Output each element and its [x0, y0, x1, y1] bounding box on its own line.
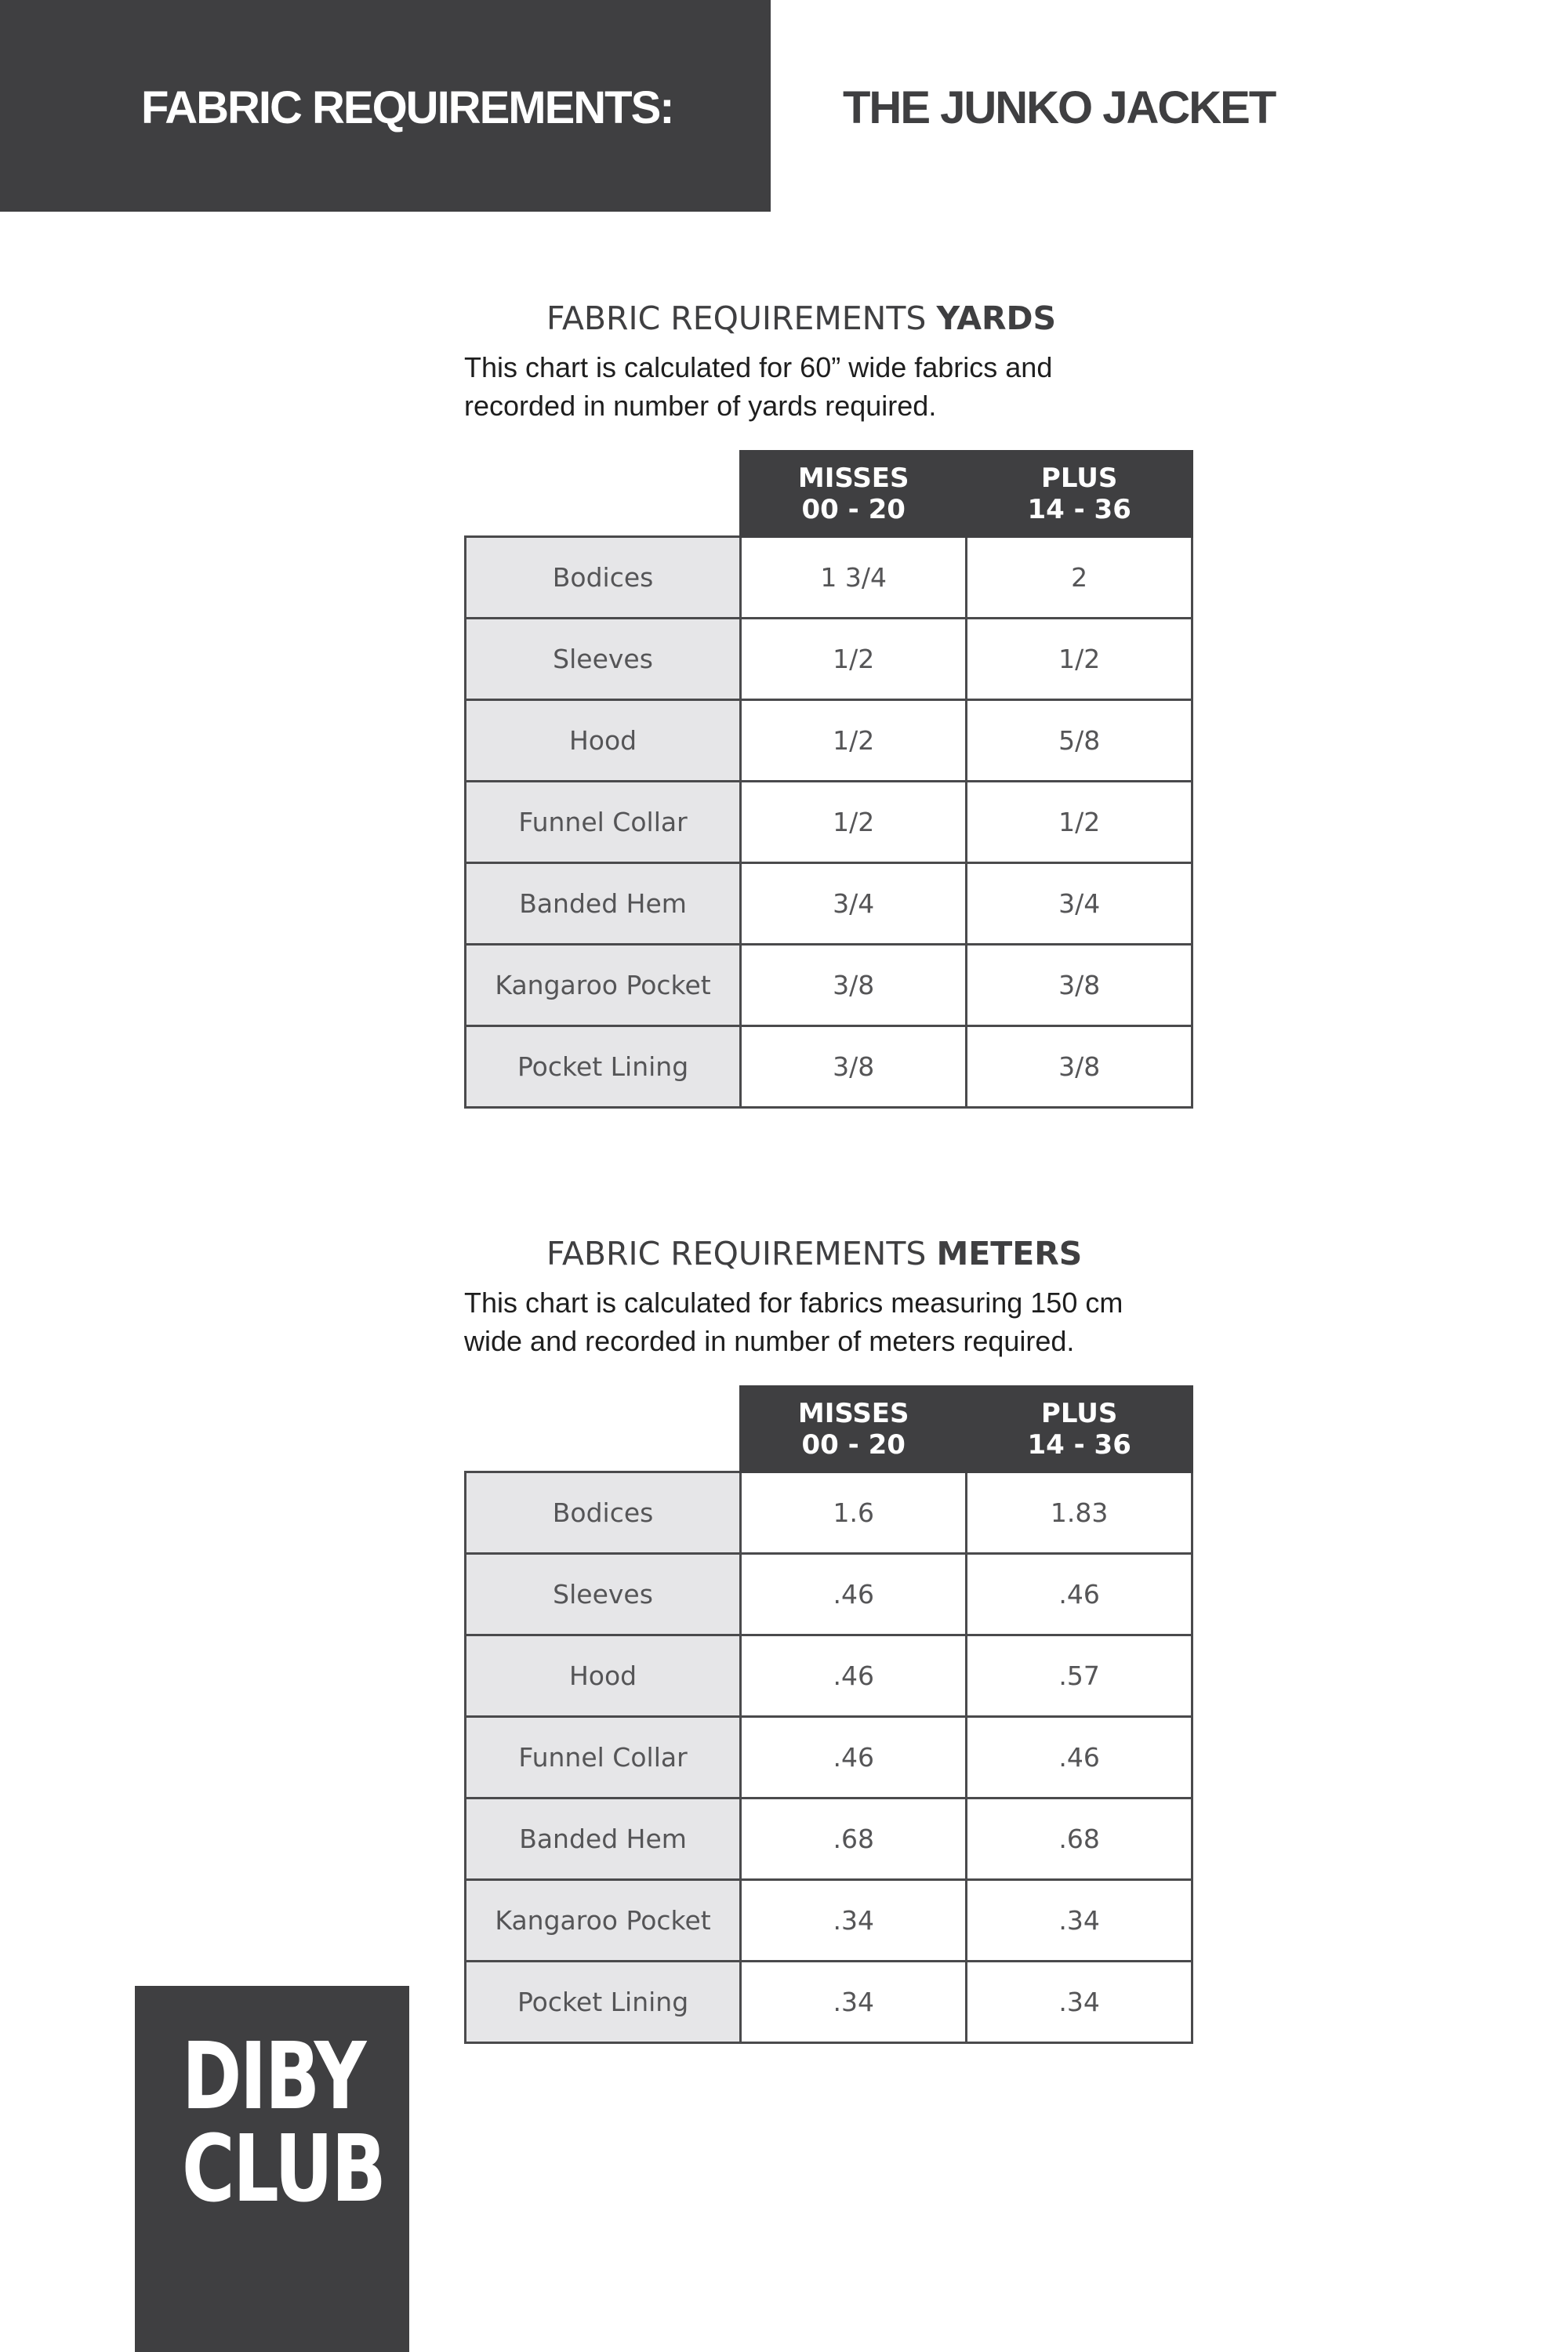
- table-row: [466, 1026, 1192, 1108]
- logo-line-2: CLUB: [182, 2114, 385, 2223]
- cell-plus: .34: [967, 1962, 1192, 2043]
- header-left-title: FABRIC REQUIREMENTS:: [141, 82, 673, 133]
- cell-misses: .46: [741, 1635, 967, 1717]
- cell-misses: 1 3/4: [741, 537, 967, 619]
- column-header-line: PLUS: [1040, 463, 1118, 494]
- row-label: Kangaroo Pocket: [466, 945, 741, 1026]
- column-header-line: MISSES: [797, 1398, 909, 1429]
- cell-plus: 5/8: [967, 700, 1192, 782]
- table-row: [466, 1798, 1192, 1880]
- cell-plus: .46: [967, 1554, 1192, 1635]
- row-label: Bodices: [466, 537, 741, 619]
- row-label: Bodices: [466, 1472, 741, 1554]
- table-row: [466, 1962, 1192, 2043]
- row-label: Banded Hem: [466, 863, 741, 945]
- table-header-row: [466, 1387, 1192, 1472]
- meters-description: This chart is calculated for fabrics measuring 150 cm wide and recorded in number of meters required.: [464, 1287, 1123, 1357]
- cell-plus: .68: [967, 1798, 1192, 1880]
- header-blank-cell: [466, 1387, 741, 1472]
- table-row: [466, 537, 1192, 619]
- table-row: [466, 700, 1192, 782]
- row-label: Pocket Lining: [466, 1026, 741, 1108]
- cell-plus: 1.83: [967, 1472, 1192, 1554]
- column-header-line: 00 - 20: [801, 1429, 906, 1461]
- table-row: [466, 619, 1192, 700]
- cell-plus: .46: [967, 1717, 1192, 1798]
- table-row: [466, 1635, 1192, 1717]
- row-label: Kangaroo Pocket: [466, 1880, 741, 1962]
- table-row: [466, 1472, 1192, 1554]
- row-label: Sleeves: [466, 619, 741, 700]
- row-label: Hood: [466, 700, 741, 782]
- column-header-misses: [741, 1387, 967, 1472]
- logo-text: [182, 2022, 385, 2223]
- table-header-row: [466, 452, 1192, 537]
- yards-title-prefix: FABRIC REQUIREMENTS: [546, 299, 937, 337]
- row-label: Banded Hem: [466, 1798, 741, 1880]
- cell-plus: 2: [967, 537, 1192, 619]
- meters-title-bold: METERS: [936, 1235, 1083, 1272]
- table-row: [466, 782, 1192, 863]
- header-right-title: THE JUNKO JACKET: [843, 82, 1276, 133]
- meters-table: [464, 1385, 1193, 2044]
- column-header-line: MISSES: [797, 463, 909, 494]
- yards-description: This chart is calculated for 60” wide fabrics and recorded in number of yards required.: [464, 351, 1053, 422]
- column-header-plus: [967, 1387, 1192, 1472]
- row-label: Funnel Collar: [466, 1717, 741, 1798]
- yards-title: [546, 299, 1056, 337]
- logo-line-1: DIBY: [182, 2022, 365, 2130]
- cell-misses: .46: [741, 1554, 967, 1635]
- cell-plus: 3/8: [967, 945, 1192, 1026]
- row-label: Sleeves: [466, 1554, 741, 1635]
- cell-misses: 3/8: [741, 1026, 967, 1108]
- meters-title: [546, 1235, 1082, 1272]
- yards-table: [464, 450, 1193, 1109]
- table-row: [466, 1880, 1192, 1962]
- table-row: [466, 863, 1192, 945]
- table-row: [466, 1717, 1192, 1798]
- cell-misses: 3/4: [741, 863, 967, 945]
- cell-misses: .34: [741, 1962, 967, 2043]
- cell-plus: .34: [967, 1880, 1192, 1962]
- cell-misses: 3/8: [741, 945, 967, 1026]
- cell-plus: 3/4: [967, 863, 1192, 945]
- table-row: [466, 1554, 1192, 1635]
- cell-misses: 1.6: [741, 1472, 967, 1554]
- column-header-line: 14 - 36: [1027, 1429, 1131, 1461]
- row-label: Hood: [466, 1635, 741, 1717]
- table-row: [466, 945, 1192, 1026]
- column-header-line: 00 - 20: [801, 494, 906, 525]
- cell-plus: 1/2: [967, 782, 1192, 863]
- diby-club-logo: [135, 1986, 409, 2352]
- column-header-line: PLUS: [1040, 1398, 1118, 1429]
- cell-plus: 1/2: [967, 619, 1192, 700]
- header-blank-cell: [466, 452, 741, 537]
- cell-misses: .68: [741, 1798, 967, 1880]
- column-header-line: 14 - 36: [1027, 494, 1131, 525]
- yards-title-bold: YARDS: [936, 299, 1057, 337]
- row-label: Funnel Collar: [466, 782, 741, 863]
- cell-plus: .57: [967, 1635, 1192, 1717]
- column-header-misses: [741, 452, 967, 537]
- column-header-plus: [967, 452, 1192, 537]
- cell-misses: 1/2: [741, 700, 967, 782]
- cell-plus: 3/8: [967, 1026, 1192, 1108]
- row-label: Pocket Lining: [466, 1962, 741, 2043]
- cell-misses: 1/2: [741, 619, 967, 700]
- cell-misses: .34: [741, 1880, 967, 1962]
- cell-misses: .46: [741, 1717, 967, 1798]
- cell-misses: 1/2: [741, 782, 967, 863]
- meters-title-prefix: FABRIC REQUIREMENTS: [546, 1235, 937, 1272]
